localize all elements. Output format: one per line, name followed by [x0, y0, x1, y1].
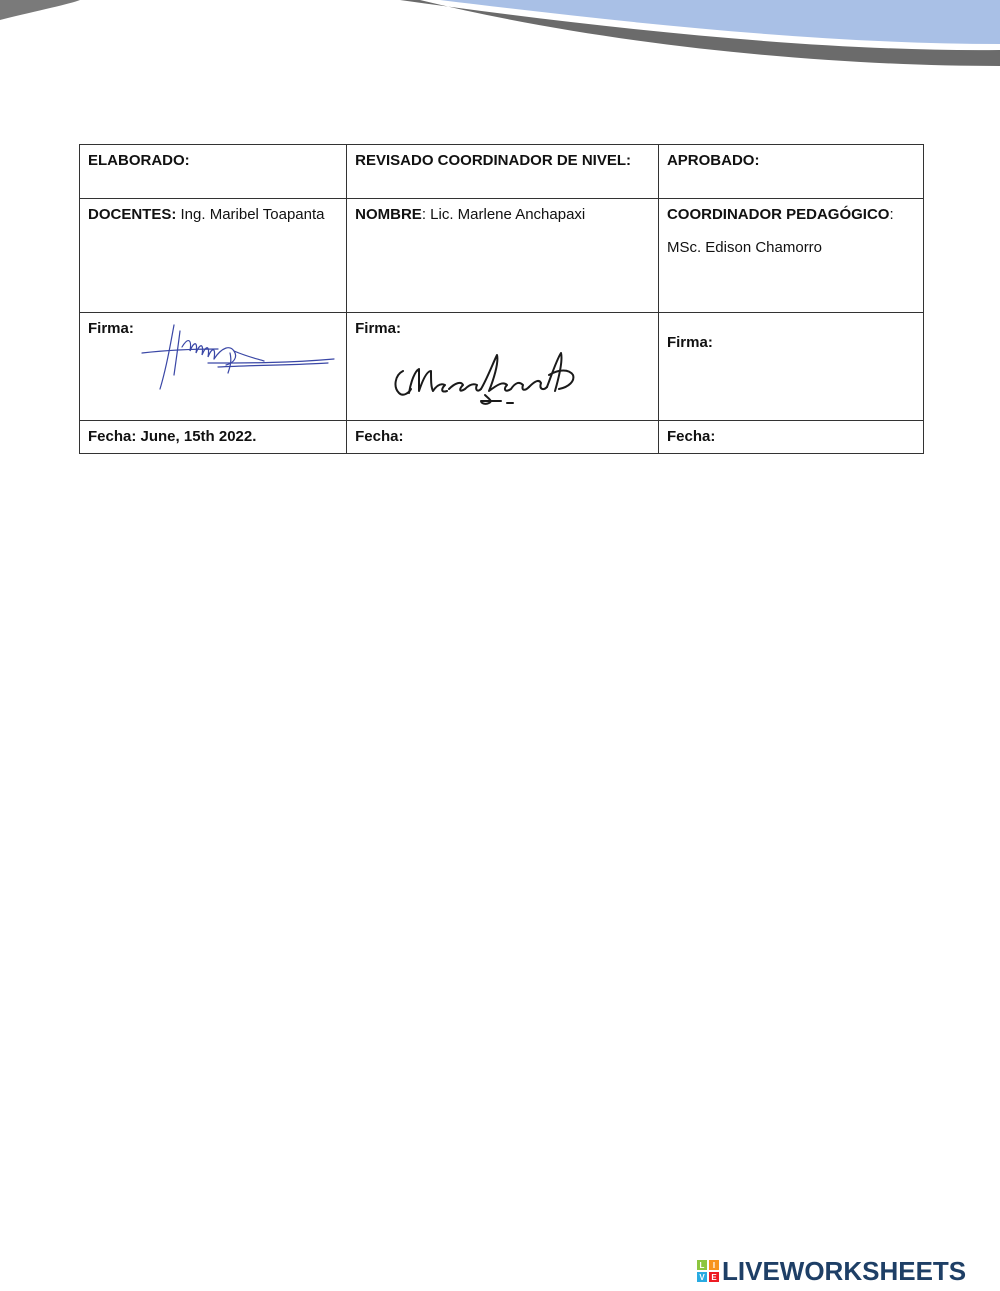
header-elaborado: ELABORADO:: [80, 145, 347, 199]
docentes-label: DOCENTES:: [88, 206, 177, 223]
fecha-1: Fecha: June, 15th 2022.: [80, 421, 347, 454]
header-aprobado: APROBADO:: [658, 145, 923, 199]
table-header-row: [80, 145, 924, 199]
firma-label-2: Firma:: [355, 320, 401, 337]
signature-image-2: [389, 341, 589, 407]
cell-firma-1: [80, 313, 347, 421]
docentes-value: Ing. Maribel Toapanta: [176, 206, 325, 223]
coordinador-colon: :: [889, 206, 894, 223]
coordinador-value: MSc. Edison Chamorro: [666, 239, 823, 256]
firma-label-3: Firma:: [666, 334, 713, 351]
approval-signature-table: [79, 144, 924, 454]
cell-nombre: [347, 199, 659, 313]
liveworksheets-logo-icon: [697, 1260, 719, 1282]
cell-coordinador: [658, 199, 923, 313]
logo-tile-e: E: [711, 1273, 717, 1282]
logo-tile-v: V: [699, 1273, 705, 1282]
nombre-value: : Lic. Marlene Anchapaxi: [421, 206, 586, 223]
table-signature-row: [80, 313, 924, 421]
logo-tile-i: I: [712, 1261, 716, 1270]
firma-label-1: Firma:: [88, 320, 134, 337]
coordinador-label: COORDINADOR PEDAGÓGICO: [666, 206, 890, 223]
logo-tile-l: L: [699, 1261, 705, 1270]
cell-firma-2: [347, 313, 659, 421]
cell-firma-3: [658, 313, 923, 421]
header-wave-decoration: [0, 0, 1000, 80]
fecha-2: Fecha:: [347, 421, 659, 454]
nombre-label: NOMBRE: [355, 206, 422, 223]
liveworksheets-logo: [697, 1257, 966, 1285]
header-revisado: REVISADO COORDINADOR DE NIVEL:: [347, 145, 659, 199]
liveworksheets-logo-text: LIVEWORKSHEETS: [722, 1255, 967, 1286]
signature-image-1: [138, 317, 338, 397]
cell-docentes: [80, 199, 347, 313]
fecha-3: Fecha:: [658, 421, 923, 454]
table-date-row: [80, 421, 924, 454]
table-names-row: [80, 199, 924, 313]
